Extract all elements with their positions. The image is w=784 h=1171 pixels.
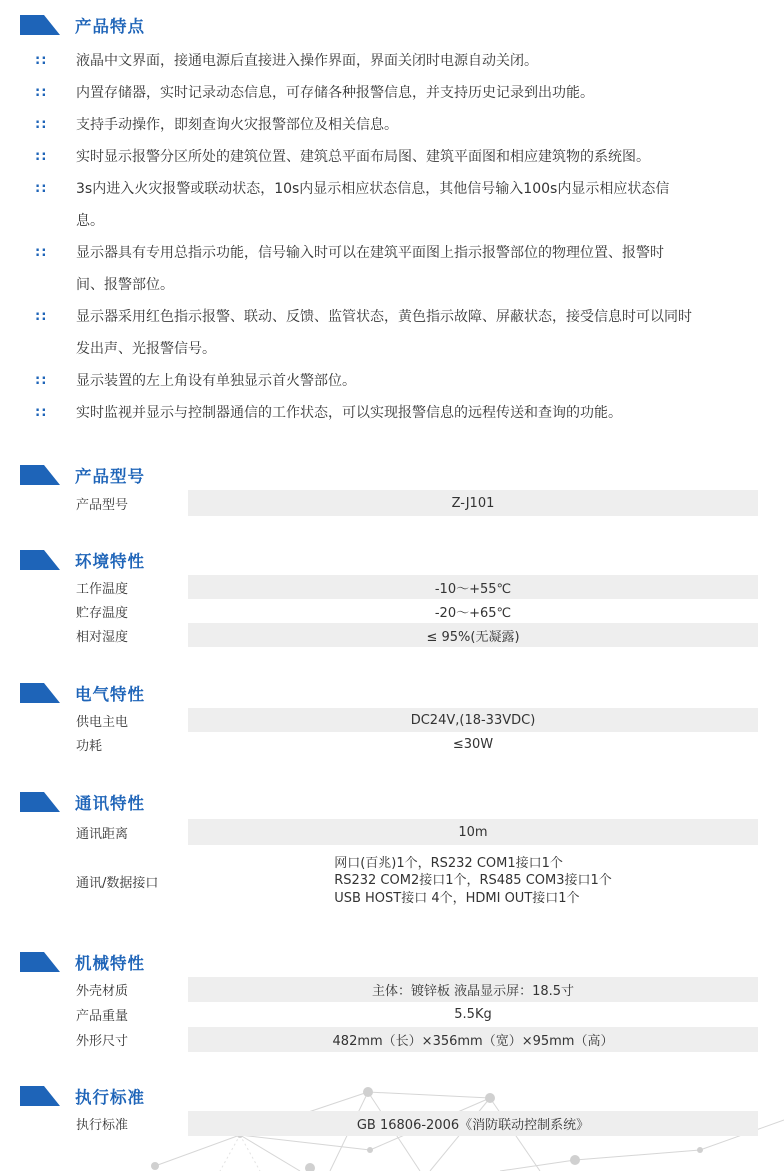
section-marker-icon [20, 683, 60, 703]
bullet-icon: :: [35, 405, 48, 420]
section-title: 通讯特性 [75, 794, 145, 813]
spec-row [0, 708, 784, 732]
spec-value: ≤ 95%(无凝露) [188, 623, 758, 647]
spec-value [188, 845, 758, 917]
feature-text: 显示器采用红色指示报警、联动、反馈、监管状态，黄色指示故障、屏蔽状态，接受信息时可以同时 [76, 309, 692, 325]
section-marker-icon [20, 465, 60, 485]
spec-value: ≤30W [452, 736, 494, 752]
spec-row [0, 1002, 784, 1027]
section-header-communication [20, 790, 145, 814]
section-header-mechanical [20, 950, 145, 974]
section-title: 环境特性 [75, 552, 145, 571]
bullet-icon: :: [35, 309, 48, 324]
feature-text: 发出声、光报警信号。 [76, 341, 216, 357]
bullet-icon: :: [35, 85, 48, 100]
section-title: 产品型号 [75, 467, 145, 486]
spec-value: 10m [188, 819, 758, 845]
spec-row [0, 819, 784, 845]
spec-label: 产品型号 [76, 497, 129, 513]
bullet-icon: :: [35, 53, 48, 68]
spec-row [0, 599, 784, 623]
feature-text: 液晶中文界面，接通电源后直接进入操作界面，界面关闭时电源自动关闭。 [76, 53, 538, 69]
section-marker-icon [20, 952, 60, 972]
bullet-icon: :: [35, 181, 48, 196]
spec-label: 供电主电 [76, 714, 129, 730]
section-title: 执行标准 [75, 1088, 145, 1107]
spec-value: -20～+65℃ [434, 605, 512, 621]
section-title: 电气特性 [75, 685, 145, 704]
feature-text: 间、报警部位。 [76, 277, 174, 293]
section-marker-icon [20, 15, 60, 35]
section-header-electrical [20, 681, 145, 705]
spec-value: -10～+55℃ [188, 575, 758, 599]
spec-label: 通讯距离 [76, 826, 129, 842]
spec-row [0, 1111, 784, 1136]
spec-row [0, 575, 784, 599]
spec-row [0, 1027, 784, 1052]
section-title: 产品特点 [75, 17, 145, 36]
spec-value: Z-J101 [188, 490, 758, 516]
feature-text: 3s内进入火灾报警或联动状态，10s内显示相应状态信息，其他信号输入100s内显示相应状态信 [76, 181, 670, 197]
spec-label: 贮存温度 [76, 605, 129, 621]
spec-row [0, 977, 784, 1002]
spec-row [0, 732, 784, 756]
spec-value-lines [334, 855, 612, 908]
bullet-icon: :: [35, 245, 48, 260]
feature-text: 支持手动操作，即刻查询火灾报警部位及相关信息。 [76, 117, 398, 133]
feature-text: 息。 [76, 213, 104, 229]
spec-row [0, 490, 784, 516]
spec-value: 482mm（长）×356mm（宽）×95mm（高） [188, 1027, 758, 1052]
spec-value: GB 16806-2006《消防联动控制系统》 [188, 1111, 758, 1136]
section-header-model [20, 463, 145, 487]
bullet-icon: :: [35, 149, 48, 164]
spec-label: 外壳材质 [76, 984, 129, 999]
section-marker-icon [20, 792, 60, 812]
spec-label: 通讯/数据接口 [76, 875, 159, 891]
spec-label: 外形尺寸 [76, 1034, 129, 1049]
spec-label: 相对湿度 [76, 629, 129, 645]
spec-value: 主体：镀锌板 液晶显示屏：18.5寸 [188, 977, 758, 1002]
feature-text: 实时显示报警分区所处的建筑位置、建筑总平面布局图、建筑平面图和相应建筑物的系统图。 [76, 149, 650, 165]
spec-label: 功耗 [76, 738, 103, 754]
section-header-standard [20, 1084, 145, 1108]
section-header-features [20, 13, 145, 37]
section-title: 机械特性 [75, 954, 145, 973]
feature-text: 显示装置的左上角设有单独显示首火警部位。 [76, 373, 356, 389]
spec-label: 执行标准 [76, 1118, 129, 1133]
section-marker-icon [20, 1086, 60, 1106]
feature-text: 显示器具有专用总指示功能，信号输入时可以在建筑平面图上指示报警部位的物理位置、报警时 [76, 245, 664, 261]
section-header-environment [20, 548, 145, 572]
spec-row [0, 623, 784, 647]
spec-value-line: RS232 COM2接口1个，RS485 COM3接口1个 [334, 873, 612, 889]
spec-label: 工作温度 [76, 581, 129, 597]
spec-value-line: USB HOST接口 4个，HDMI OUT接口1个 [334, 890, 580, 906]
bullet-icon: :: [35, 117, 48, 132]
spec-value-line: 网口(百兆)1个，RS232 COM1接口1个 [334, 855, 563, 871]
spec-label: 产品重量 [76, 1009, 129, 1024]
spec-row [0, 845, 784, 917]
spec-value: DC24V,(18-33VDC) [188, 708, 758, 732]
feature-text: 实时监视并显示与控制器通信的工作状态，可以实现报警信息的远程传送和查询的功能。 [76, 405, 622, 421]
bullet-icon: :: [35, 373, 48, 388]
spec-value: 5.5Kg [454, 1007, 492, 1022]
feature-text: 内置存储器，实时记录动态信息，可存储各种报警信息，并支持历史记录到出功能。 [76, 85, 594, 101]
section-marker-icon [20, 550, 60, 570]
